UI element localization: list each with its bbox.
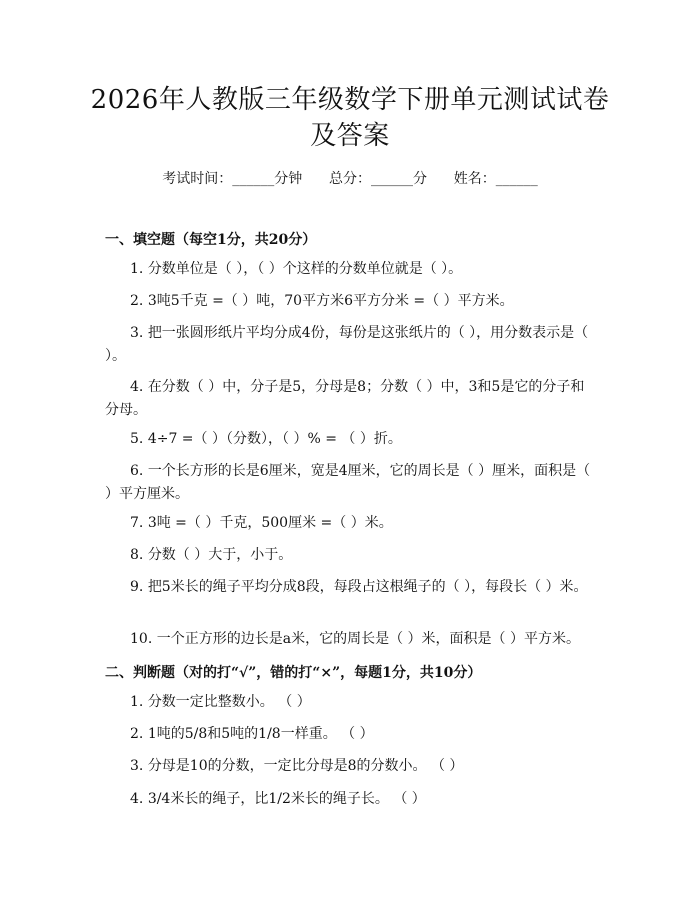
question-number: 2. xyxy=(130,726,144,742)
question-text: 3/4米长的绳子，比1/2米长的绳子长。 （ ） xyxy=(147,791,426,807)
question-text: 3吨5千克 =（ ）吨，70平方米6平方分米 =（ ）平方米。 xyxy=(147,293,514,309)
question-item xyxy=(105,788,595,811)
page-title: 2026年人教版三年级数学下册单元测试试卷 xyxy=(90,85,610,115)
question-number: 9. xyxy=(130,579,144,595)
question-text: 把5米长的绳子平均分成8段，每段占这根绳子的（ ），每段长（ ）米。 xyxy=(147,579,588,595)
question-number: 1. xyxy=(130,694,144,710)
question-number: 4. xyxy=(130,379,144,395)
question-text: 一个长方形的长是6厘米，宽是4厘米，它的周长是（ ）厘米，面积是（ ）平方厘米。 xyxy=(105,463,591,502)
question-number: 6. xyxy=(130,463,144,479)
question-item xyxy=(105,576,595,599)
question-item xyxy=(105,258,595,281)
question-number: 3. xyxy=(130,325,144,341)
section-heading-true-false: 二、判断题（对的打“√”，错的打“×”，每题1分，共10分） xyxy=(105,665,482,681)
question-item xyxy=(105,512,595,535)
question-text: 1吨的5/8和5吨的1/8一样重。 （ ） xyxy=(147,726,374,742)
question-text: 分数（ ）大于，小于。 xyxy=(147,547,293,563)
question-number: 7. xyxy=(130,515,144,531)
question-item xyxy=(105,691,595,714)
question-text: 把一张圆形纸片平均分成4份，每份是这张纸片的（ ），用分数表示是（ ）。 xyxy=(105,325,589,364)
exam-info-line: 考试时间：______分钟 总分：______分 姓名：______ xyxy=(162,171,538,187)
question-number: 10. xyxy=(130,631,153,647)
question-item xyxy=(105,723,595,746)
page-title-continued: 及答案 xyxy=(310,121,390,151)
question-text: 在分数（ ）中，分子是5，分母是8；分数（ ）中，3和5是它的分子和分母。 xyxy=(105,379,585,418)
question-item xyxy=(105,628,595,651)
question-number: 2. xyxy=(130,293,144,309)
question-number: 4. xyxy=(130,791,144,807)
section-heading-fill-blank: 一、填空题（每空1分，共20分） xyxy=(105,232,317,248)
question-text: 分数一定比整数小。 （ ） xyxy=(147,694,311,710)
question-text: 3吨 =（ ）千克，500厘米 =（ ）米。 xyxy=(147,515,393,531)
question-item xyxy=(105,460,595,506)
question-number: 5. xyxy=(130,431,144,447)
question-text: 分数单位是（ ），（ ）个这样的分数单位就是（ ）。 xyxy=(147,261,463,277)
question-item xyxy=(105,544,595,567)
question-item xyxy=(105,755,595,778)
question-number: 8. xyxy=(130,547,144,563)
question-item xyxy=(105,428,595,451)
question-text: 一个正方形的边长是a米，它的周长是（ ）米，面积是（ ）平方米。 xyxy=(156,631,580,647)
question-text: 分母是10的分数，一定比分母是8的分数小。 （ ） xyxy=(147,758,464,774)
question-text: 4÷7 =（ ）（分数），（ ）% = （ ）折。 xyxy=(147,431,402,447)
question-item xyxy=(105,376,595,422)
question-number: 1. xyxy=(130,261,144,277)
question-number: 3. xyxy=(130,758,144,774)
question-item xyxy=(105,290,595,313)
question-item xyxy=(105,322,595,368)
